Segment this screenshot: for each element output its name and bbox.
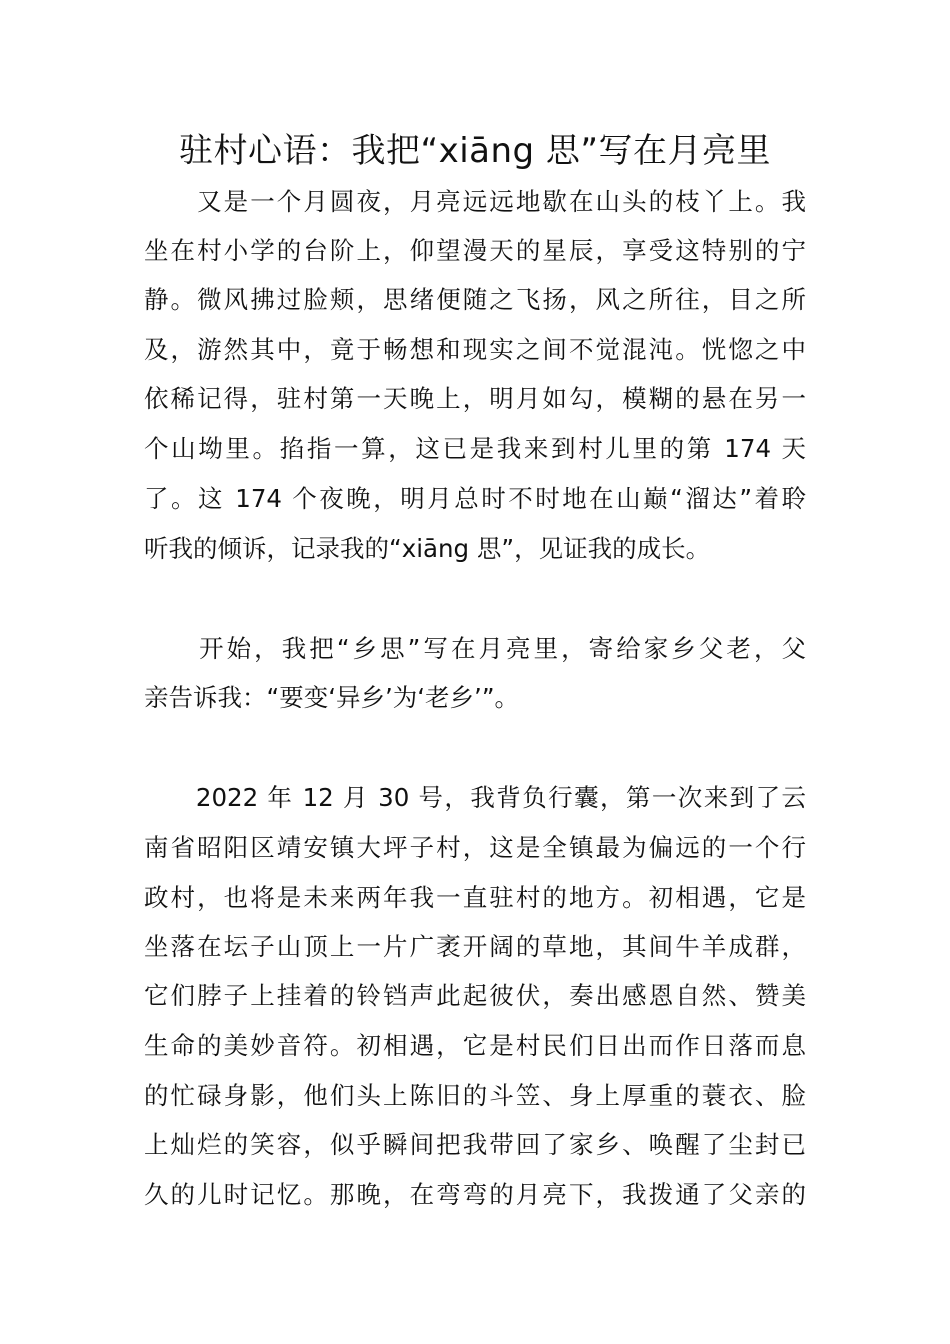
paragraph-1-line: 听我的倾诉，记录我的“xiāng 思”，见证我的成长。: [144, 534, 711, 563]
paragraph-3-line: 上灿烂的笑容，似乎瞬间把我带回了家乡、唤醒了尘封已: [144, 1130, 806, 1159]
paragraph-2-line: 亲告诉我：“要变‘异乡’为‘老乡’”。: [144, 683, 520, 712]
paragraph-3-line: 的忙碌身影，他们头上陈旧的斗笠、身上厚重的蓑衣、脸: [144, 1081, 806, 1110]
paragraph-1-line: 依稀记得，驻村第一天晚上，明月如勾，模糊的悬在另一: [144, 384, 806, 413]
paragraph-1-line: 坐在村小学的台阶上，仰望漫天的星辰，享受这特别的宁: [144, 236, 806, 265]
paragraph-3-line: 政村，也将是未来两年我一直驻村的地方。初相遇，它是: [144, 883, 806, 912]
paragraph-3-line: 坐落在坛子山顶上一片广袤开阔的草地，其间牛羊成群，: [144, 932, 806, 961]
paragraph-3-line: 它们脖子上挂着的铃铛声此起彼伏，奏出感恩自然、赞美: [144, 981, 806, 1010]
paragraph-2-line: 开始，我把“乡思”写在月亮里，寄给家乡父老，父: [144, 634, 806, 663]
paragraph-3-line: 南省昭阳区靖安镇大坪子村，这是全镇最为偏远的一个行: [144, 833, 806, 862]
paragraph-3-line: 生命的美妙音符。初相遇，它是村民们日出而作日落而息: [144, 1031, 806, 1060]
paragraph-1-line: 静。微风拂过脸颊，思绪便随之飞扬，风之所往，目之所: [144, 285, 806, 314]
paragraph-1-line: 了。这 174 个夜晚，明月总时不时地在山巅“溜达”着聆: [144, 484, 806, 513]
paragraph-1-line: 个山坳里。掐指一算，这已是我来到村儿里的第 174 天: [144, 434, 806, 463]
document-title: 驻村心语：我把“xiāng 思”写在月亮里: [178, 131, 772, 171]
paragraph-1-line: 及，游然其中，竟于畅想和现实之间不觉混沌。恍惚之中: [144, 335, 806, 364]
paragraph-1-line: 又是一个月圆夜，月亮远远地歇在山头的枝丫上。我: [144, 187, 806, 216]
paragraph-3-line: 2022 年 12 月 30 号，我背负行囊，第一次来到了云: [144, 783, 806, 812]
paragraph-3-line: 久的儿时记忆。那晚，在弯弯的月亮下，我拨通了父亲的: [144, 1180, 806, 1209]
